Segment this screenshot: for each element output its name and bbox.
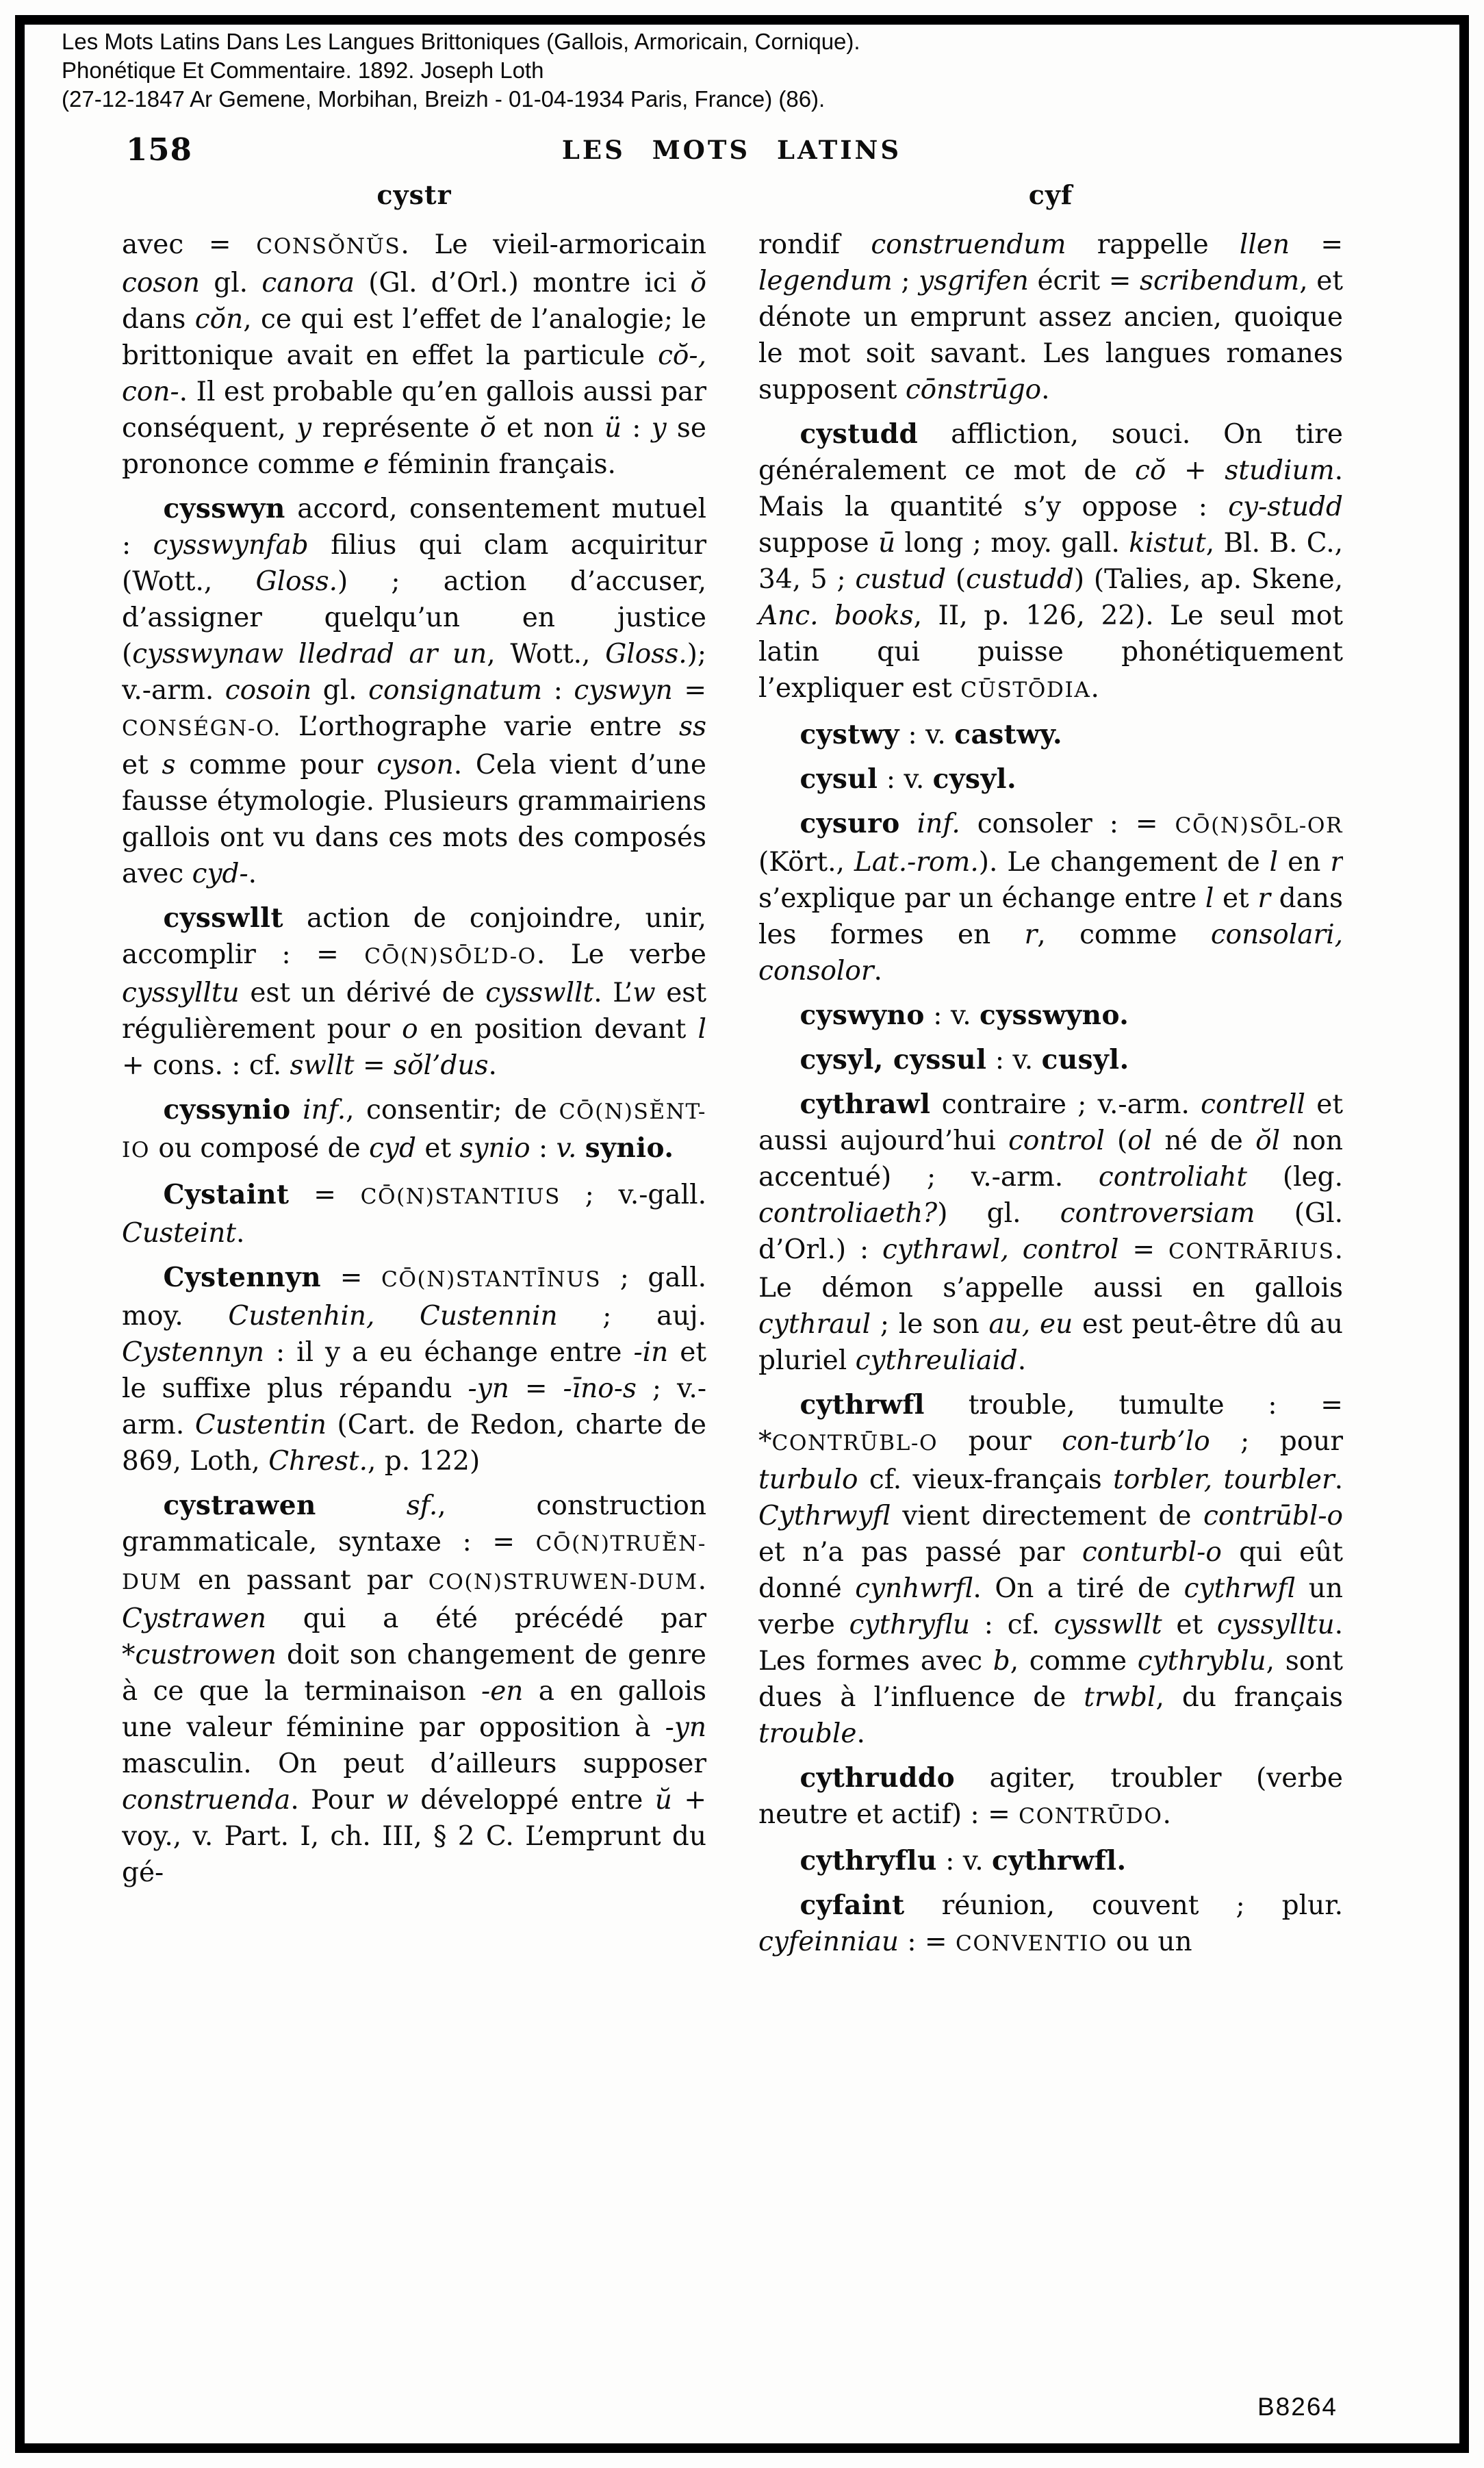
text-run: . Mais la quantité s’y oppose : [758,455,1343,522]
text-run: . Les formes avec [758,1610,1343,1677]
text-run: : v. [899,720,955,750]
text-run: , comme [1010,1646,1138,1677]
text-run: controliaht [1098,1162,1248,1193]
text-run: cythrwfl [1184,1573,1296,1604]
text-run: L’orthographe varie entre [281,711,679,742]
text-run: masculin. On peut d’ailleurs supposer [122,1748,706,1779]
text-run: ; le son [871,1309,989,1340]
guide-word-left: cystr [376,179,452,210]
text-run: , Wott., [487,639,606,670]
text-run: qui a été précédé par * [122,1603,706,1670]
text-run: controliaeth? [758,1198,938,1229]
text-run: cysswllt [485,978,594,1008]
text-run: trwbl [1084,1682,1156,1713]
text-run: : [542,675,574,706]
text-run: Cystennyn [122,1337,265,1368]
text-run: Lat.-rom. [854,847,979,878]
text-run: , consentir; de [346,1095,559,1125]
text-run: cyfaint [799,1890,905,1921]
guide-word-right: cyf [1028,179,1073,210]
text-run: . [236,1218,245,1249]
text-run: avec = [122,229,257,260]
page-number: 158 [126,131,192,168]
text-run: ol [1127,1125,1153,1156]
text-run: cysuro [799,808,900,839]
text-run: s’explique par un échange entre [758,883,1205,914]
text-run: kistut [1129,528,1206,559]
left-column-paragraphs [122,227,706,1891]
text-run: CONVENTIO [955,1931,1108,1956]
text-run: rondif [758,229,871,260]
text-run: CŌ(N)TRUĔN-DUM [122,1531,706,1594]
text-run: suppose [758,528,878,559]
text-run: cythryflu [849,1610,971,1640]
text-run: CO(N)STRUWEN-DUM [428,1570,698,1594]
dictionary-entry [122,1092,706,1169]
text-run: custud [855,564,947,595]
text-run: Custentin [194,1410,327,1440]
text-run: -yn [468,1373,509,1404]
text-run: CŌ(N)SĔNT-IO [122,1099,706,1162]
text-run: ; [892,266,919,296]
text-run: consoler : = [960,809,1175,839]
text-run: w [385,1785,409,1816]
text-run: = [509,1373,563,1404]
text-run: ou un [1108,1926,1192,1957]
text-run: r [1257,883,1271,914]
text-run: trouble, tumulte : = * [758,1390,1343,1457]
text-run: affliction, souci. On tire généralement ce mot de [758,419,1343,486]
text-run: et n’a pas passé par [758,1537,1082,1568]
text-run: et le suffixe plus répandu [122,1337,706,1404]
text-run: développé entre [408,1785,655,1816]
text-run: est peut-être dû au pluriel [758,1309,1343,1376]
text-run: l [1205,883,1214,914]
text-run: CŪSTŌDIA [960,678,1091,702]
text-run: rappelle [1066,229,1240,260]
text-run: . [1162,1799,1171,1830]
dictionary-entry [758,1887,1343,1962]
text-run: cythrwfl. [992,1845,1127,1877]
text-run: CŌ(N)SŌL-OR [1175,813,1343,838]
text-run: dans les formes en [758,883,1343,950]
annotation-line-2: Phonétique Et Commentaire. 1892. Joseph Loth [62,58,544,83]
two-column-text-block [122,179,1343,1962]
text-run: . [488,1050,497,1081]
text-run: l [1269,847,1279,878]
text-run: controversiam [1060,1198,1255,1229]
text-run: agiter, troubler (verbe neutre et actif) : = [758,1763,1343,1830]
text-run: cysswyn [163,493,285,524]
text-run: en [1278,847,1331,878]
text-run: . [698,1565,706,1596]
text-run: pour [938,1426,1062,1457]
text-run: . Le verbe [536,939,706,970]
text-run: coson [122,268,200,298]
text-run: ū [878,528,896,559]
text-run: contrūbl-o [1203,1501,1343,1531]
text-run: : cf. [970,1610,1054,1640]
text-run: représente [311,413,481,444]
text-run: cysul [799,763,878,795]
text-run: cosoin [225,675,312,706]
text-run: , du français [1155,1682,1343,1713]
dictionary-entry [758,1387,1343,1752]
text-run: construendum [871,229,1066,260]
text-run: v. [556,1133,577,1164]
text-run [576,1133,585,1164]
text-run: y [651,413,667,444]
continuation-paragraph [122,227,706,483]
text-run: ou composé de [150,1133,370,1164]
text-run: cythryflu [799,1845,937,1877]
text-run: r [1024,919,1038,950]
text-run: l [698,1014,706,1045]
text-run: est régulièrement pour [122,978,706,1045]
text-run: -īno-s [563,1373,637,1404]
dictionary-entry [758,416,1343,709]
text-run: , construction grammaticale, syntaxe : = [122,1490,706,1557]
text-run: cythrwfl [799,1389,925,1421]
text-run: . Il est probable qu’en gallois aussi par conséquent, [122,377,706,444]
dictionary-entry [122,1488,706,1891]
page-header-row [122,131,1342,171]
text-run: Custenhin, Custennin [228,1301,558,1332]
running-title: LES MOTS LATINS [561,135,902,165]
text-run: ; v.-gall. [560,1180,706,1210]
text-run: CONSŎNŬS [256,234,401,259]
text-run: ( [946,564,967,595]
text-run: y [296,413,312,444]
dictionary-entry [758,1843,1343,1879]
text-run: CONTRŪBL-O [771,1431,938,1455]
text-run: : v. [924,1000,980,1031]
text-run: , comme [1037,919,1211,950]
text-run: consignatum [368,675,543,706]
text-run: cyswyn [574,675,673,706]
text-run: : v. [936,1846,993,1877]
text-run: long ; moy. gall. [895,528,1129,559]
text-run: sf. [406,1490,438,1521]
text-run: au, eu [988,1309,1073,1340]
text-run: non accentué) ; v.-arm. [758,1125,1343,1193]
text-run: qui eût donné [758,1537,1343,1604]
dictionary-entry [758,761,1343,798]
text-run: ŏ [690,268,706,298]
text-run: w [632,978,656,1008]
text-run: , II, p. 126, 22). Le seul mot latin qui puisse phonétiquement l’expliquer est [758,600,1343,704]
text-run: cyfeinniau [758,1926,899,1957]
dictionary-entry [122,900,706,1084]
text-run: . [1090,673,1099,704]
scan-code: B8264 [1257,2393,1338,2421]
text-run: ) ; action d’accuser, d’assigner quelqu’un en justice ( [122,566,706,670]
text-run: , sont dues à l’influence de [758,1646,1343,1713]
text-run: dans [122,304,195,335]
text-run: ü [604,413,622,444]
text-run: . [248,858,257,889]
text-run: synio. [585,1132,674,1164]
text-run: , ce qui est l’effet de l’analogie; le brittonique avait en effet la particule [122,304,706,371]
dictionary-entry [758,717,1343,753]
text-run: CŌ(N)STANTIUS [360,1184,561,1209]
dictionary-entry [758,1042,1343,1078]
text-run: cysswllt [163,902,283,934]
text-run: Gloss. [255,566,337,597]
text-run: . [1017,1345,1027,1376]
right-column [758,179,1343,1962]
text-run: (Gl. d’Orl.) montre ici [354,268,691,298]
dictionary-entry [122,1260,706,1479]
text-run: + voy., v. Part. I, ch. III, § 2 C. L’emprunt du gé- [122,1785,706,1888]
text-run: ) (Talies, ap. Skene, [1073,564,1343,595]
text-run: cyson [376,750,454,780]
text-run: . [1041,374,1050,405]
text-run: s [162,750,176,780]
text-run: Cystrawen [122,1603,267,1634]
text-run: vient directement de [890,1501,1204,1531]
text-run: contrell [1201,1089,1305,1120]
text-run: cystudd [799,418,919,450]
text-run: cythruddo [799,1762,956,1794]
text-run: swllt [290,1050,355,1081]
text-run: cyd- [192,858,248,889]
text-run: comme pour [175,750,377,780]
text-run: control [1008,1125,1105,1156]
text-run: ŏ [480,413,496,444]
text-run: et aussi aujourd’hui [758,1089,1343,1156]
text-run: cf. vieux-français [858,1464,1114,1495]
text-run: conturbl-o [1082,1537,1222,1568]
text-run: cythraul [758,1309,871,1340]
text-run: et [1214,883,1258,914]
text-run: consolari, consolor [758,919,1343,987]
text-run: cythryblu [1137,1646,1266,1677]
text-run: cysyl. [932,763,1017,795]
text-run: Cystennyn [163,1262,322,1293]
text-run: . L’ [593,978,633,1008]
text-run: ); v.-arm. [122,639,707,706]
text-run: cystwy [799,719,900,750]
text-run: Custeint [122,1218,236,1249]
text-run: = [289,1180,361,1210]
text-run: cythrawl [799,1089,931,1120]
text-run: cyssylltu [122,978,240,1008]
text-run [900,809,917,839]
text-run: -yn [665,1712,706,1743]
text-run: ). Le changement de [978,847,1270,878]
annotation-line-1: Les Mots Latins Dans Les Langues Brittoniques (Gallois, Armoricain, Cornique). [62,29,860,54]
text-run: con-turb’lo [1062,1426,1210,1457]
text-run: , et dénote un emprunt assez ancien, quoique le mot soit savant. Les langues romanes supposent [758,266,1343,405]
text-run: CONTRŪDO [1019,1804,1163,1829]
text-run: filius qui clam acquiritur (Wott., [122,530,707,597]
text-run: se prononce comme [122,413,706,480]
text-run: cyswyno [799,1000,925,1031]
text-run: llen [1239,229,1290,260]
text-run: cyssynio [163,1094,291,1125]
left-column [122,179,706,1962]
text-run: cysswynaw lledrad ar un [132,639,487,670]
text-run: cynhwrfl [855,1573,973,1604]
text-run: construenda [122,1785,291,1816]
text-run: castwy. [954,719,1063,750]
text-run: en position devant [418,1014,698,1045]
text-run: ŏl [1255,1125,1281,1156]
text-run: Cystaint [163,1179,290,1210]
text-run: . [856,1718,865,1749]
text-run [316,1490,407,1521]
text-run: action de conjoindre, unir, accomplir : = [122,903,706,970]
text-run: ; v.-arm. [122,1373,706,1440]
text-run: inf. [917,809,960,839]
text-run: . On a tiré de [973,1573,1184,1604]
text-run: -en [481,1676,524,1707]
text-run: et non [496,413,604,444]
text-run: cusyl. [1041,1044,1129,1076]
text-run: + [1166,455,1225,486]
text-run: : v. [878,764,933,795]
annotation-header [62,27,1402,114]
text-run: cysswllt [1053,1610,1162,1640]
text-run: (Gl. d’Orl.) : [758,1198,1343,1265]
text-run: r [1330,847,1343,878]
text-run: Gloss. [605,639,687,670]
dictionary-entry [122,1177,706,1251]
text-run: réunion, couvent ; plur. [904,1890,1343,1921]
text-run: ; gall. moy. [122,1262,706,1332]
text-run: CŌ(N)STANTĪNUS [381,1267,602,1292]
continuation-paragraph [758,227,1343,408]
text-run: . Pour [290,1785,386,1816]
text-run: . Le vieil-armoricain [400,229,706,260]
right-column-paragraphs [758,227,1343,1962]
text-run: b [993,1646,1010,1677]
text-run: (Kört., [758,847,854,878]
text-run: cŏ-, con- [122,340,706,407]
text-run: sŏl’dus [394,1050,489,1081]
text-run: ŭ [654,1785,672,1816]
text-run: ysgrifen [919,266,1029,296]
text-run: (leg. [1247,1162,1343,1193]
text-run: Cythrwyfl [758,1501,891,1531]
text-run: , p. 122) [367,1446,481,1477]
dictionary-entry [758,997,1343,1034]
text-run: o [402,1014,418,1045]
text-run: : [621,413,652,444]
text-run: torbler, tourbler [1113,1464,1335,1495]
dictionary-entry [758,1086,1343,1379]
text-run: : v. [986,1045,1042,1076]
text-run: studium [1225,455,1335,486]
dictionary-entry [758,806,1343,989]
text-run: = [354,1050,394,1081]
text-run: cystrawen [163,1490,316,1521]
text-run: ) gl. [937,1198,1060,1229]
text-run: CŌ(N)SŌL’D-O [364,944,537,969]
text-run: contraire ; v.-arm. [930,1089,1201,1120]
text-run: est un dérivé de [239,978,486,1008]
text-run: : [530,1133,556,1164]
annotation-line-3: (27-12-1847 Ar Gemene, Morbihan, Breizh - 01-04-1934 Paris, France) (86). [62,86,826,112]
text-run: et [415,1133,460,1164]
text-run: ( [1104,1125,1128,1156]
text-run: = [672,675,707,706]
text-run: Anc. books [758,600,914,631]
dictionary-entry [758,1760,1343,1835]
text-run: -in [633,1337,669,1368]
text-run: né de [1152,1125,1256,1156]
text-run: . [1334,1464,1343,1495]
text-run: gl. [311,675,369,706]
text-run: ; pour [1210,1426,1343,1457]
text-run: cŏn [194,304,244,335]
text-run: ; auj. [557,1301,706,1332]
text-run: un verbe [758,1573,1343,1640]
text-run: , Bl. B. C., 34, 5 ; [758,528,1343,595]
text-run: doit son changement de genre à ce que la terminaison [122,1640,706,1707]
text-run: cythreuliaid [855,1345,1018,1376]
text-run: cysswynfab [153,530,309,561]
text-run: . Le démon s’appelle aussi en gallois [758,1234,1343,1303]
text-run: turbulo [758,1464,858,1495]
text-run: ss [678,711,706,742]
text-run: : = [898,1926,956,1957]
text-run: = [1118,1234,1169,1265]
text-run: custudd [966,564,1074,595]
text-run: = [321,1262,381,1293]
text-run: cythrawl, control [882,1234,1119,1265]
text-run: cyssylltu [1216,1610,1335,1640]
text-run: en passant par [181,1565,428,1596]
text-run [291,1095,303,1125]
text-run: cyd [369,1133,416,1164]
text-run: canora [261,268,355,298]
text-run: synio [459,1133,530,1164]
text-run: inf. [303,1095,346,1125]
text-run: legendum [758,266,893,296]
text-run: : il y a eu échange entre [264,1337,634,1368]
text-run: CONTRĀRIUS [1168,1239,1335,1264]
text-run: gl. [199,268,262,298]
text-run: (Cart. de Redon, charte de 869, Loth, [122,1410,706,1477]
text-run: écrit = [1028,266,1140,296]
text-run: trouble [758,1718,857,1749]
text-run: et [122,750,162,780]
text-run: scribendum [1140,266,1300,296]
text-run: . [873,956,882,987]
text-run: e [363,449,379,480]
text-run: cy-studd [1228,492,1343,522]
text-run: + cons. : cf. [122,1050,290,1081]
text-run: CONSÉGN-O. [122,716,281,741]
text-run: et [1162,1610,1217,1640]
text-run: Chrest. [268,1446,368,1477]
text-run: custrowen [135,1640,277,1670]
text-run: cōnstrūgo [905,374,1042,405]
text-run: accord, consentement mutuel : [122,494,706,561]
text-run: = [1290,229,1343,260]
text-run: féminin français. [379,449,616,480]
text-run: a en gallois une valeur féminine par opposition à [122,1676,706,1743]
text-run: cŏ [1135,455,1166,486]
text-run: . Cela vient d’une fausse étymologie. Plusieurs grammairiens gallois ont vu dans ces mots des composés avec [122,750,706,889]
dictionary-entry [122,491,706,892]
text-run: cysswyno. [980,1000,1129,1031]
text-run: cysyl, cyssul [799,1044,987,1076]
